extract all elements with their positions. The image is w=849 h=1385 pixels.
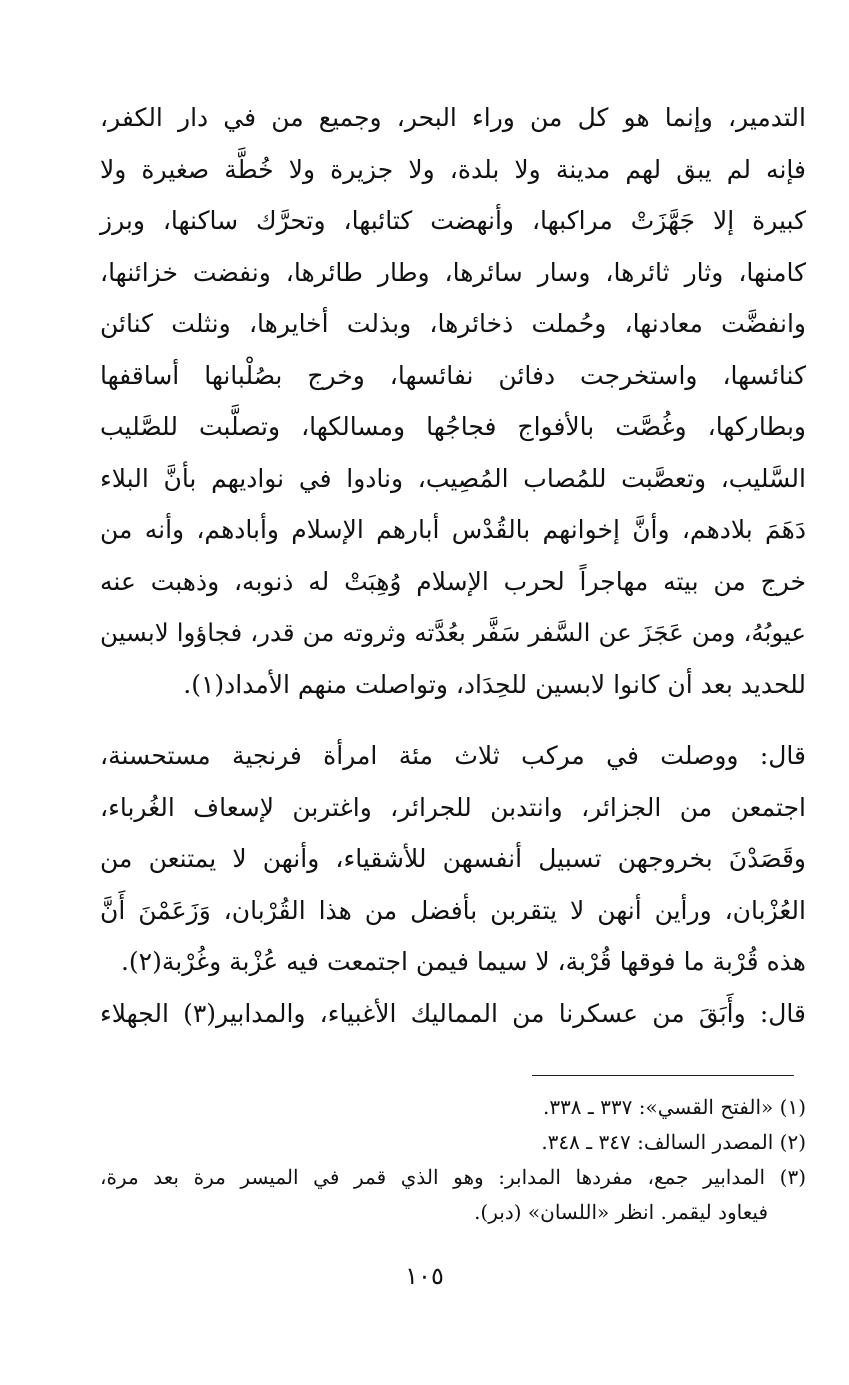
footnotes xyxy=(100,1090,806,1230)
text-line: دَهَمَ بلادهم، وأنَّ إخوانهم بالقُدْس أبارهم الإسلام وأبادهم، وأنه من xyxy=(100,515,806,544)
text-line: فإنه لم يبق لهم مدينة ولا بلدة، ولا جزيرة ولا خُطَّة صغيرة ولا xyxy=(100,154,806,184)
text-line: كامنها، وثار ثائرها، وسار سائرها، وطار طائرها، ونفضت خزائنها، xyxy=(100,257,806,287)
footnote-3-continued: فيعاود ليقمر. انظر «اللسان» (دبر). xyxy=(474,1200,768,1224)
paragraph-3 xyxy=(100,988,806,1040)
paragraph-1 xyxy=(100,92,806,710)
text-line: كبيرة إلا جَهَّزَتْ مراكبها، وأنهضت كتائبها، وتحرَّك ساكنها، وبرز xyxy=(100,206,806,235)
text-line: هذه قُرْبة ما فوقها قُرْبة، لا سيما فيمن اجتمعت فيه عُزْبة وغُرْبة(٢). xyxy=(120,947,806,976)
page-number: ١٠٥ xyxy=(405,1262,444,1290)
text-line: العُزْبان، ورأين أنهن لا يتقربن بأفضل من هذا القُرْبان، وَزَعَمْنَ أَنَّ xyxy=(100,895,806,925)
text-line: خرج من بيته مهاجراً لحرب الإسلام وُهِبَتْ له ذنوبه، وذهبت عنه xyxy=(100,566,806,596)
text-line: وبطاركها، وغُصَّت بالأفواج فجاجُها ومسالكها، وتصلَّبت للصَّليب xyxy=(100,412,806,441)
text-line: اجتمعن من الجزائر، وانتدبن للجرائر، واغتربن لإسعاف الغُرباء، xyxy=(100,792,806,822)
text-line: كنائسها، واستخرجت دفائن نفائسها، وخرج بصُلْبانها أساقفها xyxy=(100,360,806,390)
text-line: التدمير، وإنما هو كل من وراء البحر، وجميع من في دار الكفر، xyxy=(100,103,806,132)
footnote-divider xyxy=(532,1075,794,1076)
text-line: قال: ووصلت في مركب ثلاث مئة امرأة فرنجية مستحسنة، xyxy=(100,741,806,770)
text-line: عيوبُهُ، ومن عَجَزَ عن السَّفر سَفَّر بعُدَّته وثروته من قدر، فجاؤوا لابسين xyxy=(100,618,806,647)
main-text xyxy=(100,92,806,1039)
text-line: وانفضَّت معادنها، وحُملت ذخائرها، وبذلت أخايرها، ونثلت كنائن xyxy=(100,309,806,338)
text-line: وقَصَدْنَ بخروجهن تسبيل أنفسهن للأشقياء، وأنهن لا يمتنعن من xyxy=(100,844,806,873)
footnote-2: (٢) المصدر السالف: ٣٤٧ ـ ٣٤٨. xyxy=(541,1130,806,1154)
footnote-3: (٣) المدابير جمع، مفردها المدابر: وهو الذي قمر في الميسر مرة بعد مرة، xyxy=(100,1165,806,1189)
paragraph-2 xyxy=(100,730,806,988)
text-line: قال: وأَبَقَ من عسكرنا من المماليك الأغبياء، والمدابير(٣) الجهلاء xyxy=(100,998,806,1028)
paragraph-gap xyxy=(100,710,806,730)
text-line: للحديد بعد أن كانوا لابسين للحِدَاد، وتواصلت منهم الأمداد(١). xyxy=(183,669,806,699)
text-line: السَّليب، وتعصَّبت للمُصاب المُصِيب، ونادوا في نواديهم بأنَّ البلاء xyxy=(100,463,806,493)
footnote-1: (١) «الفتح القسي»: ٣٣٧ ـ ٣٣٨. xyxy=(542,1095,806,1119)
